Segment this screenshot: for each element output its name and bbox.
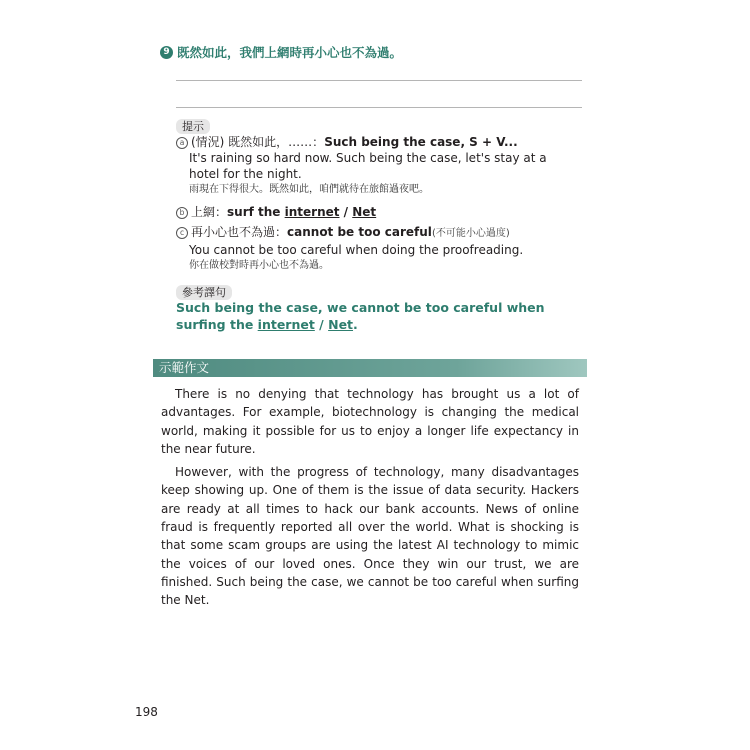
hint-c-example-zh: 你在做校對時再小心也不為過。 bbox=[189, 260, 329, 271]
reference-label-container bbox=[176, 281, 232, 300]
essay-paragraph-1: There is no denying that technology has brought us a lot of advantages. For example, biotechnology is changing the medical world, making it possible for us to enjoy a longer life expectancy in the near future. bbox=[161, 387, 579, 456]
hint-b-word-net: Net bbox=[352, 205, 377, 219]
answer-line-1 bbox=[176, 80, 582, 81]
marker-a: a bbox=[176, 137, 188, 149]
answer-line-2 bbox=[176, 107, 582, 108]
reference-answer bbox=[176, 299, 586, 333]
page-number: 198 bbox=[135, 705, 158, 719]
hint-a-example-en: It's raining so hard now. Such being the case, let's stay at a hotel for the night. bbox=[189, 151, 547, 181]
section-title: 示範作文 bbox=[159, 360, 210, 375]
sample-essay bbox=[161, 385, 579, 610]
hint-a-example-zh: 雨現在下得很大。既然如此，咱們就待在旅館過夜吧。 bbox=[189, 184, 429, 195]
question-line bbox=[160, 43, 402, 61]
essay-paragraph-2: However, with the progress of technology, many disadvantages keep showing up. One of them is the issue of data security. Hackers are ready at all times to hack our bank accounts. News of online fraud is frequently reported all over the world. What is shocking is that some scam groups are using the latest AI technology to mimic the voices of our loved ones. Once they win our trust, we are finished. Such being the case, we cannot be too careful when surfing the Net. bbox=[161, 465, 579, 608]
hint-b-separator: / bbox=[339, 205, 353, 219]
hint-label: 提示 bbox=[176, 119, 210, 134]
section-header-bar bbox=[153, 359, 587, 377]
reference-separator: / bbox=[314, 317, 329, 332]
hint-c-zh: 再小心也不為過： bbox=[191, 225, 288, 239]
hint-label-container bbox=[176, 115, 210, 134]
marker-b: b bbox=[176, 207, 188, 219]
reference-label: 參考譯句 bbox=[176, 285, 232, 300]
hint-item-b bbox=[176, 204, 576, 220]
reference-word-internet: internet bbox=[257, 317, 315, 332]
hint-c-example-en: You cannot be too careful when doing the proofreading. bbox=[189, 243, 524, 257]
question-text: 既然如此，我們上網時再小心也不為過。 bbox=[177, 45, 403, 60]
hint-b-word-internet: internet bbox=[284, 205, 340, 219]
hint-c-paren-note: (不可能小心過度) bbox=[431, 228, 510, 239]
hint-a-phrase: Such being the case, S + V... bbox=[324, 135, 518, 149]
hint-a-zh: (情況) 既然如此，……： bbox=[191, 135, 325, 149]
marker-c: c bbox=[176, 227, 188, 239]
hint-item-a bbox=[176, 134, 576, 197]
hint-item-c bbox=[176, 224, 576, 273]
reference-answer-end: . bbox=[353, 317, 358, 332]
reference-word-net: Net bbox=[328, 317, 354, 332]
hint-c-phrase: cannot be too careful bbox=[287, 225, 432, 239]
hint-b-phrase-start: surf the bbox=[227, 205, 285, 219]
hint-b-zh: 上網： bbox=[191, 205, 228, 219]
question-number-badge: 9 bbox=[160, 46, 173, 59]
reference-answer-start: Such being the case, we cannot be too careful when surfing the bbox=[176, 300, 545, 332]
